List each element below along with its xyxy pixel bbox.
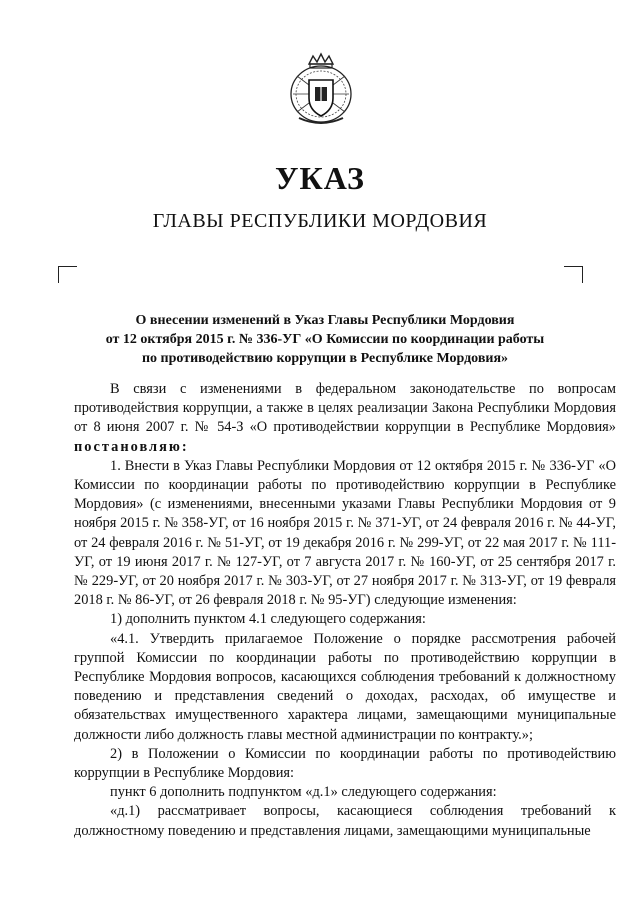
document-title: УКАЗ (275, 160, 365, 196)
subitem-2-paragraph: 2) в Положении о Комиссии по координации работы по противодействию коррупции в Республике Мордовия: (74, 745, 616, 782)
quote-d1-paragraph: «д.1) рассматривает вопросы, касающиеся соблюдения требований к должностному поведению и представления лицами, замещающими муниципальные (74, 803, 616, 839)
decree-heading (80, 311, 570, 368)
heading-line-1: О внесении изменений в Указ Главы Республики Мордовия (135, 313, 515, 328)
corner-mark-right (564, 266, 583, 283)
quote-4-1-paragraph: «4.1. Утвердить прилагаемое Положение о порядке рассмотрения рабочей группой Комиссии по координации работы по противодействию коррупции в Республике Мордовия вопросов, касающихся соблюдения требований к должностному поведению и представления сведений о доходах, расходах, об имуществе и обязательствах имущественного характера лицами, замещающими муниципальные должности либо должность главы местной администрации по контракту.»; (74, 630, 616, 743)
subitem-1-paragraph: 1) дополнить пунктом 4.1 следующего содержания: (110, 611, 426, 628)
corner-mark-left (58, 266, 77, 283)
coat-of-arms-icon (285, 50, 357, 128)
heading-line-3: по противодействию коррупции в Республике Мордовия» (141, 351, 509, 366)
heading-line-2: от 12 октября 2015 г. № 336-УГ «О Комиссии по координации работы (105, 332, 545, 347)
document-subtitle: ГЛАВЫ РЕСПУБЛИКИ МОРДОВИЯ (152, 210, 488, 232)
item-1-paragraph: 1. Внести в Указ Главы Республики Мордовия от 12 октября 2015 г. № 336-УГ «О Комиссии по координации работы по противодействию коррупции в Республике Мордовия» (с изменениями, внесенными указами Главы Республики Мордовия от 9 ноября 2015 г. № 358-УГ, от 16 ноября 2015 г. № 371-УГ, от 24 февраля 2016 г. № 44-УГ, от 24 февраля 2016 г. № 51-УГ, от 19 декабря 2016 г. № 299-УГ, от 22 мая 2017 г. № 111-УГ, от 19 июня 2017 г. № 127-УГ, от 7 августа 2017 г. № 160-УГ, от 25 сентября 2017 г. № 229-УГ, от 20 ноября 2017 г. № 303-УГ, от 27 ноября 2017 г. № 313-УГ, от 19 февраля 2018 г. № 86-УГ, от 26 февраля 2018 г. № 95-УГ) следующие изменения: (74, 457, 616, 609)
intro-paragraph (74, 380, 616, 457)
point-6-paragraph: пункт 6 дополнить подпунктом «д.1» следующего содержания: (110, 784, 497, 801)
intro-text: В связи с изменениями в федеральном законодательстве по вопросам противодействия коррупции, а также в целях реализации Закона Республики Мордовия от 8 июня 2007 г. № 54-З «О противодействии коррупции в Республике Мордовия» (74, 381, 616, 436)
decree-body (74, 380, 616, 841)
decree-word: постановляю: (74, 438, 189, 455)
